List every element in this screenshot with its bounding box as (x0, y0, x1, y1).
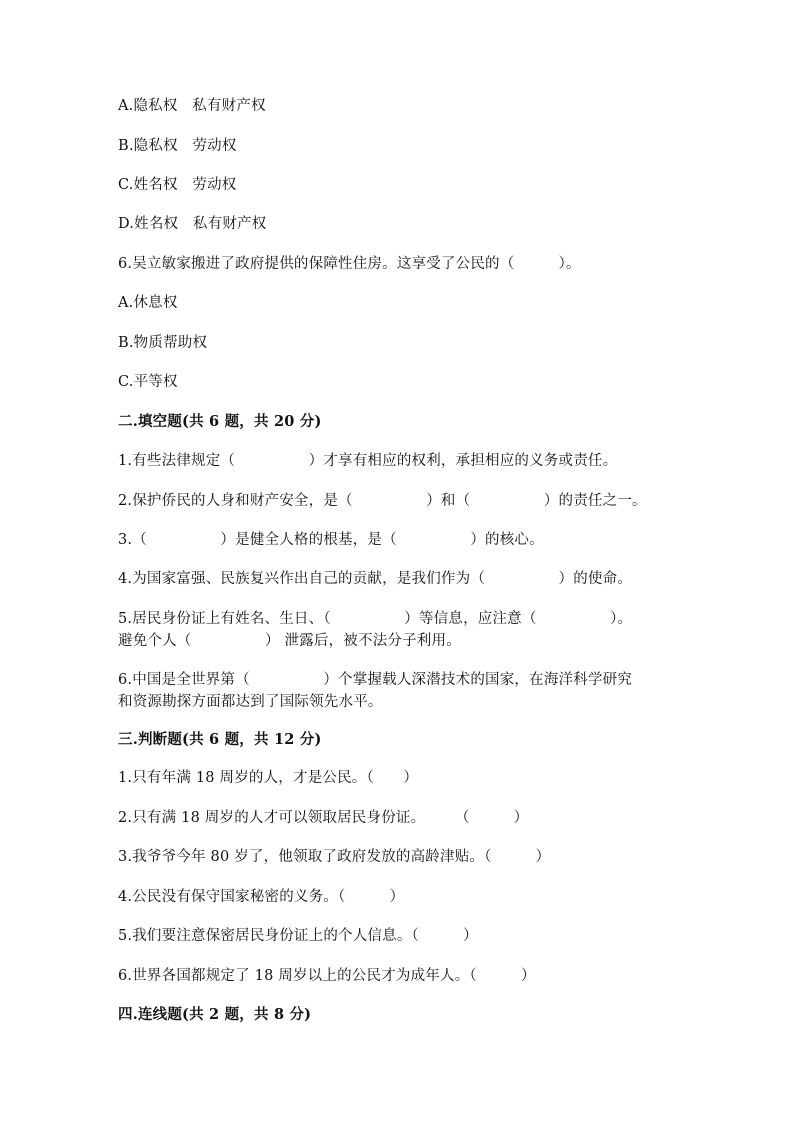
true-false-item-6: 6.世界各国都规定了 18 周岁以上的公民才为成年人。（ ） (118, 968, 536, 984)
true-false-item-2: 2.只有满 18 周岁的人才可以领取居民身份证。 （ ） (118, 810, 529, 826)
option-b-q6: B.物质帮助权 (118, 335, 208, 351)
question-6: 6.吴立敏家搬进了政府提供的保障性住房。这享受了公民的（ ）。 (118, 256, 581, 272)
true-false-item-3: 3.我爷爷今年 80 岁了，他领取了政府发放的高龄津贴。（ ） (118, 849, 551, 865)
fill-blank-item-4: 4.为国家富强、民族复兴作出自己的贡献，是我们作为（ ）的使命。 (118, 571, 633, 587)
option-c-q6: C.平等权 (118, 374, 178, 390)
true-false-item-4: 4.公民没有保守国家秘密的义务。（ ） (118, 889, 405, 905)
option-d-q5: D.姓名权 私有财产权 (118, 216, 267, 232)
fill-blank-item-5: 5.居民身份证上有姓名、生日、（ ）等信息，应注意（ ）。 (118, 611, 633, 627)
true-false-item-5: 5.我们要注意保密居民身份证上的个人信息。（ ） (118, 928, 478, 944)
section-title-matching: 四.连线题(共 2 题，共 8 分) (118, 1006, 312, 1023)
section-title-fill-blank: 二.填空题(共 6 题，共 20 分) (118, 413, 322, 430)
fill-blank-item-5-cont: 避免个人（ ） 泄露后，被不法分子利用。 (118, 633, 461, 649)
fill-blank-item-3: 3.（ ）是健全人格的根基，是（ ）的核心。 (118, 532, 544, 548)
option-c-q5: C.姓名权 劳动权 (118, 177, 237, 193)
section-title-true-false: 三.判断题(共 6 题，共 12 分) (118, 731, 322, 748)
fill-blank-item-2: 2.保护侨民的人身和财产安全，是（ ）和（ ）的责任之一。 (118, 493, 647, 509)
fill-blank-item-1: 1.有些法律规定（ ）才享有相应的权利，承担相应的义务或责任。 (118, 453, 618, 469)
option-a-q5: A.隐私权 私有财产权 (118, 98, 266, 114)
fill-blank-item-6-cont: 和资源勘探方面都达到了国际领先水平。 (118, 694, 383, 710)
fill-blank-item-6: 6.中国是全世界第（ ）个掌握载人深潜技术的国家，在海洋科学研究 (118, 672, 633, 688)
option-a-q6: A.休息权 (118, 295, 178, 311)
option-b-q5: B.隐私权 劳动权 (118, 138, 237, 154)
true-false-item-1: 1.只有年满 18 周岁的人，才是公民。（ ） (118, 770, 419, 786)
